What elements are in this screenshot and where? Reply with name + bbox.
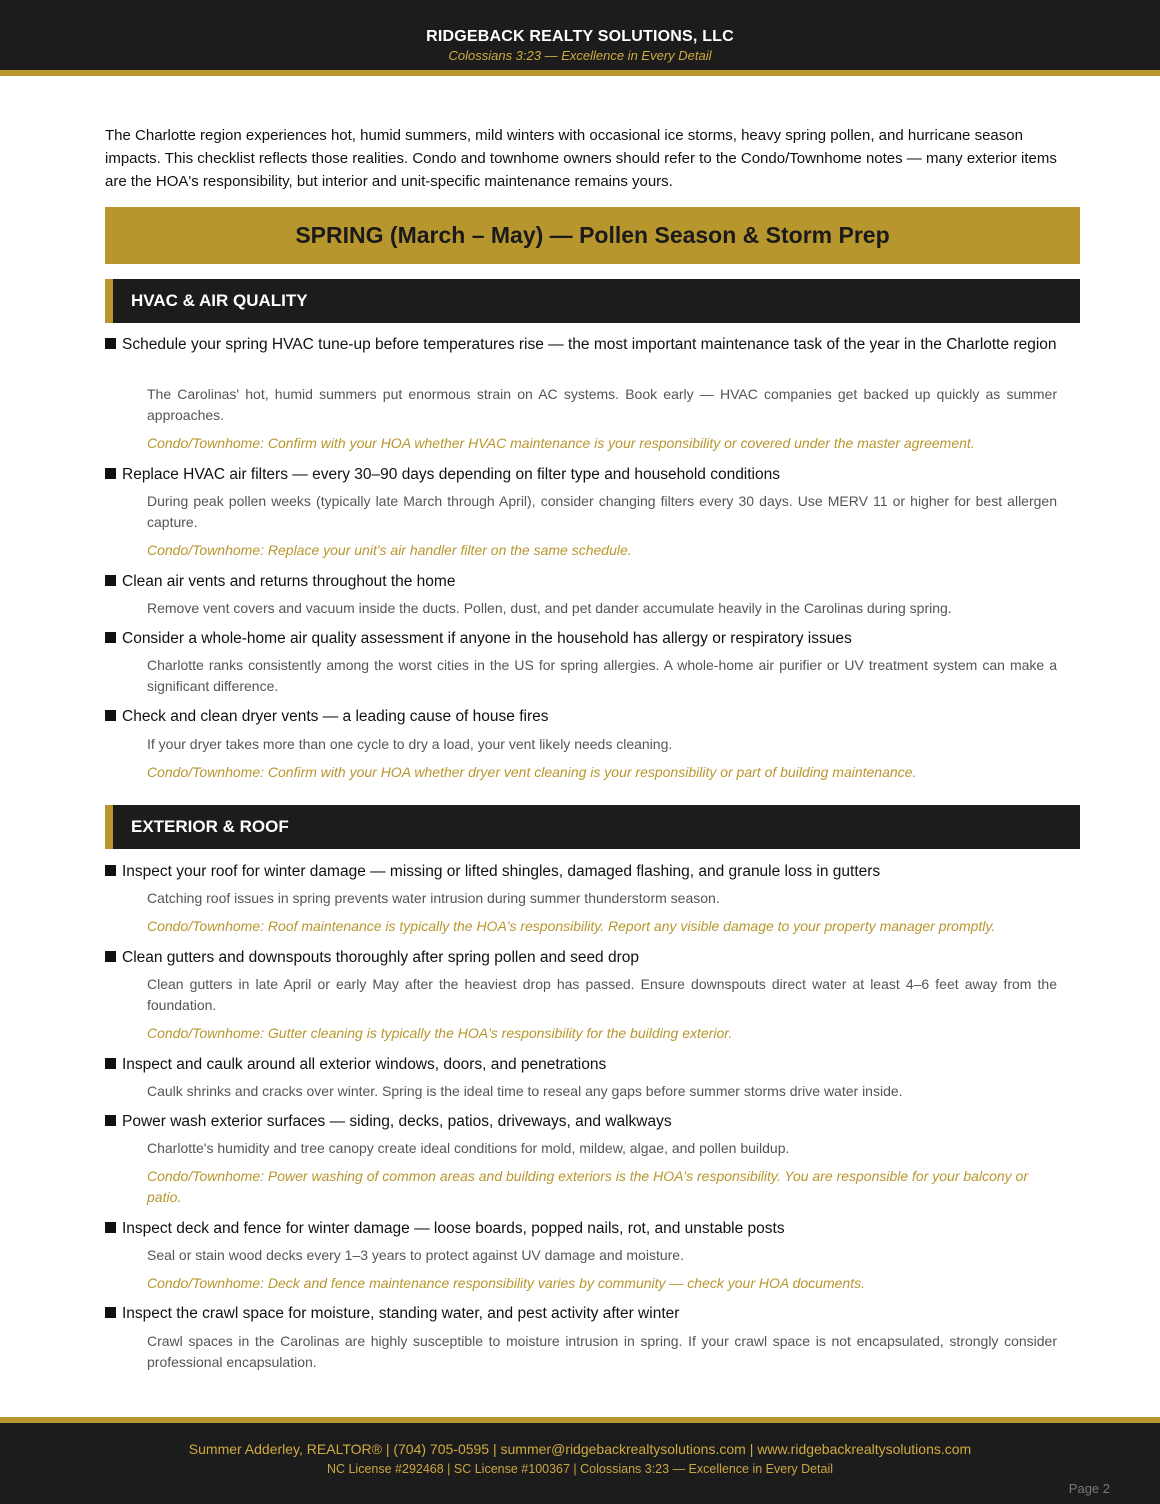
task-note: During peak pollen weeks (typically late March through April), consider changing filters every 30 days. Use MERV 11 or higher for best allergen capture.: [147, 493, 1057, 530]
footer-license: NC License #292468 | SC License #100367 | Colossians 3:23 — Excellence in Every Detail: [326, 1462, 834, 1476]
footer-contact: Summer Adderley, REALTOR® | (704) 705-0595 | summer@ridgebackrealtysolutions.com | www.ridgebackrealtysolutions.com: [188, 1441, 972, 1457]
checkbox-square-icon: [105, 1058, 116, 1069]
checklist-item: [105, 333, 1060, 356]
intro-paragraph: The Charlotte region experiences hot, humid summers, mild winters with occasional ice storms, heavy spring pollen, and hurricane season impacts. This checklist reflects those realities. Condo and townhome owners should refer to the Condo/Townhome notes — many exterior items are the HOA's responsibility, but interior and unit-specific maintenance remains yours.: [105, 127, 1057, 190]
checkbox-square-icon: [105, 1222, 116, 1233]
condo-note: Condo/Townhome: Power washing of common areas and building exteriors is the HOA's responsibility. You are responsible for your balcony or patio.: [147, 1168, 1028, 1205]
task-title: Replace HVAC air filters — every 30–90 days depending on filter type and household conditions: [122, 466, 780, 483]
checklist-item: [105, 1110, 1060, 1133]
task-title: Clean air vents and returns throughout the home: [122, 573, 456, 590]
task-note: Charlotte ranks consistently among the worst cities in the US for spring allergies. A whole-home air purifier or UV treatment system can make a significant difference.: [147, 657, 1057, 694]
condo-note: Condo/Townhome: Confirm with your HOA whether dryer vent cleaning is your responsibility or part of building maintenance.: [147, 764, 917, 780]
task-note: Remove vent covers and vacuum inside the ducts. Pollen, dust, and pet dander accumulate heavily in the Carolinas during spring.: [147, 600, 952, 616]
checklist-item: [105, 570, 1060, 593]
checklist-item: [105, 627, 1060, 650]
checkbox-square-icon: [105, 338, 116, 349]
company-name: RIDGEBACK REALTY SOLUTIONS, LLC: [426, 28, 734, 45]
task-note: The Carolinas' hot, humid summers put enormous strain on AC systems. Book early — HVAC companies get backed up quickly as summer approaches.: [147, 386, 1057, 423]
task-title: Inspect the crawl space for moisture, standing water, and pest activity after winter: [122, 1305, 680, 1322]
task-note: Catching roof issues in spring prevents water intrusion during summer thunderstorm season.: [147, 890, 720, 906]
task-note: Crawl spaces in the Carolinas are highly susceptible to moisture intrusion in spring. If your crawl space is not encapsulated, strongly consider professional encapsulation.: [147, 1333, 1057, 1370]
checklist-item: [105, 860, 1060, 883]
page-header: [0, 0, 1160, 70]
task-title: Check and clean dryer vents — a leading cause of house fires: [122, 708, 549, 725]
checklist-item: [105, 1302, 1060, 1325]
checkbox-square-icon: [105, 575, 116, 586]
task-title: Consider a whole-home air quality assessment if anyone in the household has allergy or respiratory issues: [122, 630, 852, 647]
task-title: Inspect your roof for winter damage — missing or lifted shingles, damaged flashing, and granule loss in gutters: [122, 863, 881, 880]
checkbox-square-icon: [105, 1115, 116, 1126]
task-title: Power wash exterior surfaces — siding, decks, patios, driveways, and walkways: [122, 1113, 672, 1130]
tagline: Colossians 3:23 — Excellence in Every Detail: [448, 48, 712, 63]
section-heading-hvac: HVAC & AIR QUALITY: [105, 279, 1080, 323]
task-note: Charlotte's humidity and tree canopy create ideal conditions for mold, mildew, algae, and pollen buildup.: [147, 1140, 790, 1156]
page-number: Page 2: [1068, 1481, 1110, 1496]
task-title: Inspect deck and fence for winter damage — loose boards, popped nails, rot, and unstable posts: [122, 1220, 785, 1237]
checklist-item: [105, 705, 1060, 728]
task-note: If your dryer takes more than one cycle to dry a load, your vent likely needs cleaning.: [147, 736, 673, 752]
task-title: Inspect and caulk around all exterior windows, doors, and penetrations: [122, 1056, 607, 1073]
checkbox-square-icon: [105, 1307, 116, 1318]
checklist-item: [105, 946, 1060, 969]
checklist-item: [105, 463, 1060, 486]
header-accent-bar: [0, 70, 1160, 76]
task-title: Clean gutters and downspouts thoroughly after spring pollen and seed drop: [122, 949, 640, 966]
checklist-item: [105, 1217, 1060, 1240]
task-note: Seal or stain wood decks every 1–3 years to protect against UV damage and moisture.: [147, 1247, 684, 1263]
task-title: Schedule your spring HVAC tune-up before temperatures rise — the most important maintenance task of the year in the Charlotte region: [122, 336, 1057, 353]
section-heading-exterior: EXTERIOR & ROOF: [105, 805, 1080, 849]
task-note: Clean gutters in late April or early May after the heaviest drop has passed. Ensure downspouts direct water at least 4–6 feet away from the foundation.: [147, 976, 1057, 1013]
checkbox-square-icon: [105, 632, 116, 643]
task-note: Caulk shrinks and cracks over winter. Spring is the ideal time to reseal any gaps before summer storms drive water inside.: [147, 1083, 903, 1099]
condo-note: Condo/Townhome: Confirm with your HOA whether HVAC maintenance is your responsibility or covered under the master agreement.: [147, 435, 975, 451]
checklist-item: [105, 1053, 1060, 1076]
checkbox-square-icon: [105, 951, 116, 962]
checkbox-square-icon: [105, 865, 116, 876]
checkbox-square-icon: [105, 710, 116, 721]
condo-note: Condo/Townhome: Replace your unit's air handler filter on the same schedule.: [147, 542, 632, 558]
season-banner: SPRING (March – May) — Pollen Season & Storm Prep: [105, 207, 1080, 264]
condo-note: Condo/Townhome: Gutter cleaning is typically the HOA's responsibility for the building exterior.: [147, 1025, 733, 1041]
condo-note: Condo/Townhome: Roof maintenance is typically the HOA's responsibility. Report any visible damage to your property manager promptly.: [147, 918, 996, 934]
condo-note: Condo/Townhome: Deck and fence maintenance responsibility varies by community — check your HOA documents.: [147, 1275, 865, 1291]
checkbox-square-icon: [105, 468, 116, 479]
